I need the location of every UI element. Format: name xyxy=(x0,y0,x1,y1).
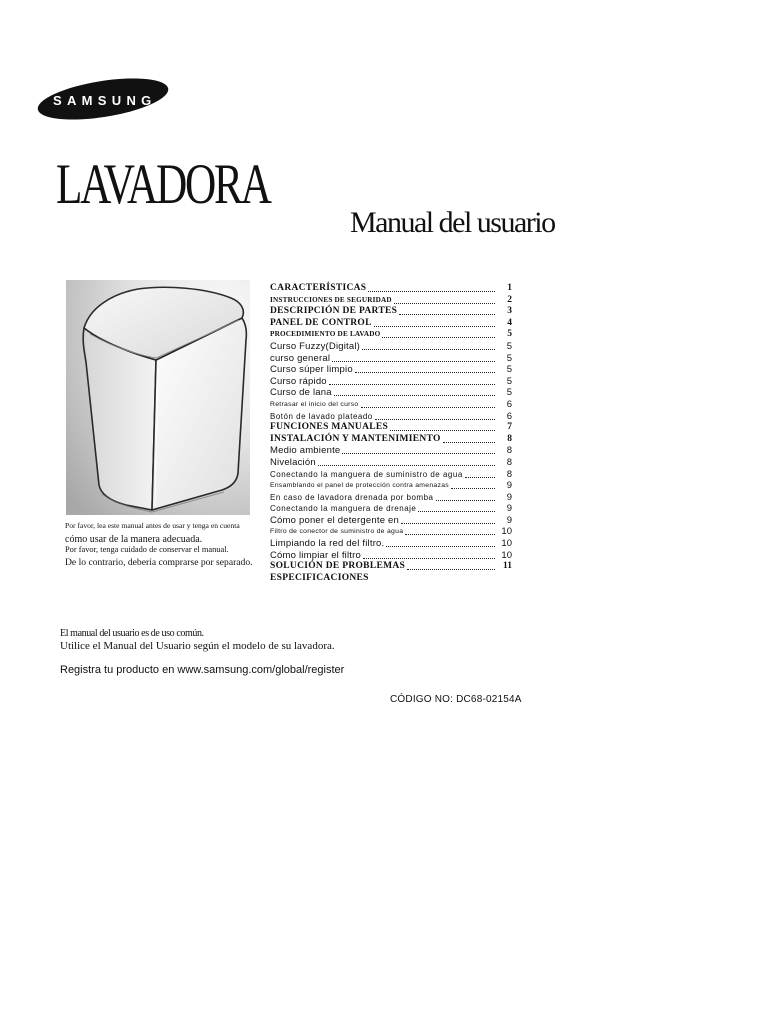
toc-title: Conectando la manguera de suministro de agua xyxy=(270,469,463,479)
table-of-contents xyxy=(270,283,512,584)
toc-leader xyxy=(394,303,495,304)
toc-title: Nivelación xyxy=(270,456,316,468)
toc-title: Retrasar el inicio del curso xyxy=(270,400,359,408)
toc-row xyxy=(270,295,512,307)
common-use-note: El manual del usuario es de uso común. xyxy=(60,628,204,639)
toc-leader xyxy=(436,500,496,501)
document-subtitle: Manual del usuario xyxy=(350,206,555,239)
toc-leader xyxy=(465,477,495,478)
toc-page-number: 5 xyxy=(506,352,512,364)
toc-title: Curso súper limpio xyxy=(270,364,353,376)
toc-row xyxy=(270,399,512,411)
toc-title: SOLUCIÓN DE PROBLEMAS xyxy=(270,561,406,572)
toc-row xyxy=(270,329,512,341)
toc-title: Botón de lavado plateado xyxy=(270,411,373,421)
toc-page-number: 4 xyxy=(507,317,512,328)
toc-title: Cómo poner el detergente en xyxy=(270,514,399,526)
logo-text: SAMSUNG xyxy=(53,93,157,108)
toc-page-number: 8 xyxy=(506,456,512,468)
note-line: Por favor, tenga cuidado de conservar el manual. xyxy=(65,545,229,554)
register-note: Registra tu producto en www.samsung.com/global/register xyxy=(60,664,345,676)
toc-page-number: 3 xyxy=(507,306,512,317)
toc-title: Ensamblando el panel de protección contra amenazas xyxy=(270,482,449,490)
toc-title: Limpiando la red del filtro. xyxy=(270,538,385,550)
toc-row xyxy=(270,492,512,504)
toc-leader xyxy=(362,349,495,350)
toc-page-number: 9 xyxy=(506,514,512,526)
toc-page-number: 7 xyxy=(507,422,512,433)
toc-row xyxy=(270,306,512,318)
toc-page-number: 5 xyxy=(506,387,512,399)
toc-leader xyxy=(361,407,496,408)
toc-row xyxy=(270,445,512,457)
toc-row xyxy=(270,515,512,527)
toc-row xyxy=(270,422,512,434)
toc-row xyxy=(270,376,512,388)
toc-row xyxy=(270,457,512,469)
toc-leader xyxy=(407,569,495,570)
note-line: cómo usar de la manera adecuada. xyxy=(65,534,203,545)
toc-row xyxy=(270,283,512,295)
document-title: LAVADORA xyxy=(56,153,270,216)
toc-row xyxy=(270,318,512,330)
toc-leader xyxy=(342,453,495,454)
washing-machine-icon xyxy=(66,280,250,515)
toc-page-number: 5 xyxy=(506,375,512,387)
toc-page-number: 5 xyxy=(506,364,512,376)
toc-title: INSTALACIÓN Y MANTENIMIENTO xyxy=(270,433,441,444)
toc-page-number: 9 xyxy=(506,503,512,515)
toc-page-number: 2 xyxy=(507,294,512,305)
toc-page-number: 8 xyxy=(506,445,512,457)
toc-row xyxy=(270,480,512,492)
toc-page-number: 6 xyxy=(506,410,512,422)
toc-title: Curso rápido xyxy=(270,375,327,387)
toc-page-number: 8 xyxy=(506,468,512,480)
toc-page-number: 1 xyxy=(507,283,512,293)
toc-page-number: 5 xyxy=(506,340,512,352)
toc-page-number: 9 xyxy=(506,480,512,492)
toc-title: Conectando la manguera de drenaje xyxy=(270,504,417,514)
toc-leader xyxy=(318,465,495,466)
toc-title: Cómo limpiar el filtro xyxy=(270,549,361,561)
toc-row xyxy=(270,503,512,515)
toc-title: En caso de lavadora drenada por bomba xyxy=(270,492,434,502)
toc-leader xyxy=(451,488,495,489)
note-line: De lo contrario, debería comprarse por separado. xyxy=(65,557,253,568)
toc-leader xyxy=(368,291,495,292)
toc-title: curso general xyxy=(270,352,331,364)
toc-row xyxy=(270,353,512,365)
toc-leader xyxy=(418,511,495,512)
note-line: Por favor, lea este manual antes de usar y tenga en cuenta xyxy=(65,521,240,530)
toc-leader xyxy=(332,361,495,362)
toc-leader xyxy=(334,395,495,396)
toc-row xyxy=(270,411,512,423)
toc-title: Medio ambiente xyxy=(270,445,341,457)
toc-leader xyxy=(355,372,495,373)
toc-title: DESCRIPCIÓN DE PARTES xyxy=(270,306,398,317)
toc-title: Filtro de conector de suministro de agua xyxy=(270,528,404,536)
toc-page-number: 5 xyxy=(507,329,512,340)
toc-title: FUNCIONES MANUALES xyxy=(270,422,389,433)
toc-row xyxy=(270,387,512,399)
model-note: Utilice el Manual del Usuario según el modelo de su lavadora. xyxy=(60,640,335,652)
toc-leader xyxy=(390,430,495,431)
toc-row xyxy=(270,526,512,538)
toc-row xyxy=(270,364,512,376)
toc-row xyxy=(270,561,512,573)
toc-page-number: 6 xyxy=(506,398,512,410)
toc-title: INSTRUCCIONES DE SEGURIDAD xyxy=(270,295,392,304)
toc-title: ESPECIFICACIONES xyxy=(270,572,369,583)
samsung-logo xyxy=(36,76,172,124)
toc-title: Curso de lana xyxy=(270,387,332,399)
toc-leader xyxy=(363,558,495,559)
toc-leader xyxy=(401,523,495,524)
toc-page-number: 10 xyxy=(501,538,512,550)
toc-leader xyxy=(375,419,495,420)
toc-title: PANEL DE CONTROL xyxy=(270,317,372,328)
toc-row xyxy=(270,341,512,353)
document-code: CÓDIGO NO: DC68-02154A xyxy=(390,694,522,705)
toc-row xyxy=(270,434,512,446)
toc-leader xyxy=(399,314,495,315)
toc-leader xyxy=(382,337,495,338)
toc-leader xyxy=(329,384,495,385)
toc-leader xyxy=(405,534,495,535)
toc-page-number: 10 xyxy=(501,526,512,538)
toc-page-number: 8 xyxy=(507,433,512,444)
toc-page-number: 11 xyxy=(503,561,512,572)
toc-row xyxy=(270,469,512,481)
toc-row xyxy=(270,550,512,562)
toc-leader xyxy=(386,546,495,547)
toc-row xyxy=(270,538,512,550)
toc-title: CARACTERÍSTICAS xyxy=(270,283,367,293)
toc-leader xyxy=(374,326,495,327)
toc-title: PROCEDIMIENTO DE LAVADO xyxy=(270,330,381,339)
toc-page-number: 10 xyxy=(501,549,512,561)
toc-title: Curso Fuzzy(Digital) xyxy=(270,340,361,352)
toc-row xyxy=(270,573,512,585)
toc-page-number: 9 xyxy=(506,491,512,503)
toc-leader xyxy=(443,442,495,443)
